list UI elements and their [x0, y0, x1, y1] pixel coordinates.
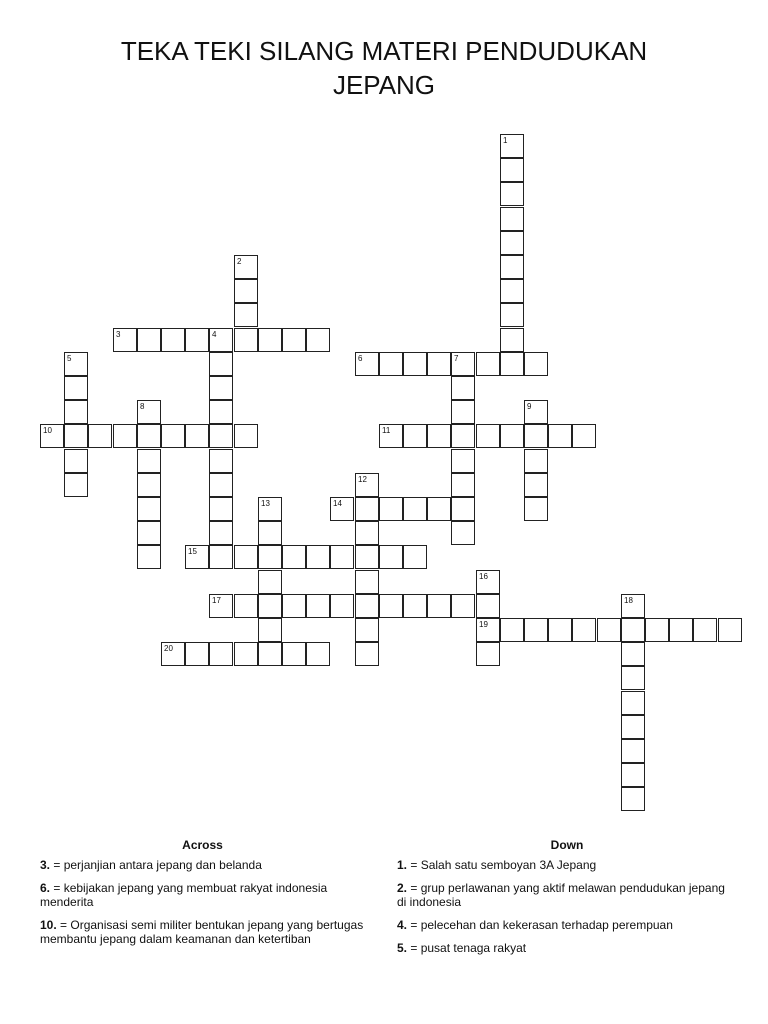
crossword-cell[interactable]	[137, 328, 161, 352]
crossword-cell[interactable]	[500, 303, 524, 327]
crossword-cell[interactable]	[258, 328, 282, 352]
crossword-cell[interactable]	[403, 424, 427, 448]
crossword-cell[interactable]	[451, 376, 475, 400]
crossword-cell[interactable]	[234, 328, 258, 352]
crossword-cell[interactable]	[524, 352, 548, 376]
crossword-cell[interactable]	[330, 497, 354, 521]
crossword-cell[interactable]	[355, 545, 379, 569]
crossword-cell[interactable]	[476, 642, 500, 666]
cell-number: 2	[237, 257, 242, 266]
clue-across-10	[40, 918, 365, 946]
crossword-cell[interactable]	[137, 424, 161, 448]
crossword-cell[interactable]	[669, 618, 693, 642]
crossword-cell[interactable]	[451, 400, 475, 424]
across-clues	[40, 838, 365, 955]
crossword-cell[interactable]	[355, 594, 379, 618]
crossword-cell[interactable]	[355, 570, 379, 594]
crossword-cell[interactable]	[500, 618, 524, 642]
crossword-cell[interactable]	[185, 328, 209, 352]
clue-across-6	[40, 881, 365, 909]
crossword-cell[interactable]	[234, 424, 258, 448]
cell-number: 12	[358, 475, 367, 484]
crossword-cell[interactable]	[524, 618, 548, 642]
crossword-cell[interactable]	[64, 473, 88, 497]
clue-text: = pelecehan dan kekerasan terhadap perempuan	[410, 918, 673, 932]
crossword-cell[interactable]	[282, 328, 306, 352]
crossword-cell[interactable]	[379, 497, 403, 521]
crossword-cell[interactable]	[234, 255, 258, 279]
crossword-cell[interactable]	[258, 642, 282, 666]
puzzle-title-line1: TEKA TEKI SILANG MATERI PENDUDUKAN	[120, 36, 648, 66]
puzzle-title-line2: JEPANG	[332, 70, 436, 100]
crossword-cell[interactable]	[209, 497, 233, 521]
crossword-cell[interactable]	[137, 449, 161, 473]
clue-text: = pusat tenaga rakyat	[410, 941, 527, 955]
crossword-cell[interactable]	[234, 594, 258, 618]
crossword-cell[interactable]	[282, 642, 306, 666]
clue-text: = perjanjian antara jepang dan belanda	[53, 858, 262, 872]
crossword-cell[interactable]	[64, 376, 88, 400]
crossword-cell[interactable]	[621, 666, 645, 690]
crossword-cell[interactable]	[427, 497, 451, 521]
crossword-cell[interactable]	[209, 376, 233, 400]
crossword-cell[interactable]	[113, 328, 137, 352]
crossword-cell[interactable]	[500, 352, 524, 376]
crossword-cell[interactable]	[718, 618, 742, 642]
cell-number: 19	[479, 620, 488, 629]
clue-text: = kebijakan jepang yang membuat rakyat indonesia menderita	[40, 881, 328, 909]
crossword-cell[interactable]	[282, 545, 306, 569]
crossword-cell[interactable]	[476, 424, 500, 448]
cell-number: 17	[212, 596, 221, 605]
crossword-cell[interactable]	[355, 521, 379, 545]
crossword-cell[interactable]	[113, 424, 137, 448]
crossword-cell[interactable]	[234, 303, 258, 327]
crossword-cell[interactable]	[451, 594, 475, 618]
crossword-cell[interactable]	[185, 424, 209, 448]
crossword-cell[interactable]	[403, 545, 427, 569]
crossword-cell[interactable]	[137, 400, 161, 424]
crossword-cell[interactable]	[451, 497, 475, 521]
crossword-cell[interactable]	[403, 594, 427, 618]
clue-number: 2.	[397, 881, 408, 895]
crossword-cell[interactable]	[355, 642, 379, 666]
crossword-cell[interactable]	[572, 618, 596, 642]
crossword-cell[interactable]	[476, 570, 500, 594]
crossword-cell[interactable]	[209, 521, 233, 545]
cell-number: 15	[188, 547, 197, 556]
cell-number: 18	[624, 596, 633, 605]
crossword-cell[interactable]	[355, 473, 379, 497]
clue-down-1	[397, 858, 737, 872]
crossword-cell[interactable]	[524, 400, 548, 424]
crossword-cell[interactable]	[209, 642, 233, 666]
crossword-cell[interactable]	[621, 618, 645, 642]
cell-number: 3	[116, 330, 121, 339]
clue-down-2	[397, 881, 737, 909]
crossword-cell[interactable]	[137, 497, 161, 521]
down-heading: Down	[550, 838, 584, 852]
cell-number: 8	[140, 402, 145, 411]
crossword-cell[interactable]	[306, 594, 330, 618]
crossword-cell[interactable]	[64, 449, 88, 473]
cell-number: 14	[333, 499, 342, 508]
crossword-cell[interactable]	[137, 545, 161, 569]
clue-text: = Salah satu semboyan 3A Jepang	[410, 858, 597, 872]
crossword-cell[interactable]	[379, 424, 403, 448]
clue-number: 5.	[397, 941, 408, 955]
crossword-cell[interactable]	[258, 545, 282, 569]
clue-text: = Organisasi semi militer bentukan jepang yang bertugas membantu jepang dalam keamanan dan ketertiban	[40, 918, 364, 946]
crossword-cell[interactable]	[355, 497, 379, 521]
crossword-cell[interactable]	[500, 231, 524, 255]
crossword-cell[interactable]	[500, 182, 524, 206]
crossword-cell[interactable]	[64, 400, 88, 424]
crossword-cell[interactable]	[500, 279, 524, 303]
down-clues	[397, 838, 737, 964]
clue-number: 6.	[40, 881, 51, 895]
crossword-cell[interactable]	[451, 521, 475, 545]
crossword-cell[interactable]	[258, 618, 282, 642]
clue-text: = grup perlawanan yang aktif melawan pendudukan jepang di indonesia	[397, 881, 725, 909]
crossword-cell[interactable]	[524, 497, 548, 521]
cell-number: 9	[527, 402, 532, 411]
crossword-cell[interactable]	[355, 618, 379, 642]
crossword-cell[interactable]	[597, 618, 621, 642]
crossword-cell[interactable]	[185, 642, 209, 666]
crossword-cell[interactable]	[137, 521, 161, 545]
crossword-cell[interactable]	[693, 618, 717, 642]
cell-number: 20	[164, 644, 173, 653]
crossword-cell[interactable]	[476, 352, 500, 376]
crossword-cell[interactable]	[234, 642, 258, 666]
crossword-cell[interactable]	[621, 691, 645, 715]
crossword-cell[interactable]	[548, 618, 572, 642]
crossword-cell[interactable]	[306, 328, 330, 352]
crossword-cell[interactable]	[500, 158, 524, 182]
crossword-cell[interactable]	[161, 328, 185, 352]
crossword-cell[interactable]	[209, 328, 233, 352]
crossword-cell[interactable]	[476, 594, 500, 618]
crossword-cell[interactable]	[621, 594, 645, 618]
clue-down-5	[397, 941, 737, 955]
crossword-cell[interactable]	[621, 763, 645, 787]
cell-number: 16	[479, 572, 488, 581]
crossword-cell[interactable]	[161, 424, 185, 448]
crossword-cell[interactable]	[621, 715, 645, 739]
crossword-cell[interactable]	[427, 424, 451, 448]
clue-across-3	[40, 858, 365, 872]
clue-number: 10.	[40, 918, 57, 932]
cell-number: 13	[261, 499, 270, 508]
crossword-cell[interactable]	[451, 424, 475, 448]
crossword-cell[interactable]	[621, 739, 645, 763]
cell-number: 6	[358, 354, 363, 363]
crossword-cell[interactable]	[621, 787, 645, 811]
crossword-cell[interactable]	[500, 134, 524, 158]
crossword-cell[interactable]	[524, 424, 548, 448]
crossword-cell[interactable]	[209, 473, 233, 497]
crossword-cell[interactable]	[258, 497, 282, 521]
crossword-cell[interactable]	[258, 594, 282, 618]
crossword-cell[interactable]	[209, 449, 233, 473]
crossword-cell[interactable]	[451, 352, 475, 376]
crossword-cell[interactable]	[500, 255, 524, 279]
crossword-cell[interactable]	[209, 545, 233, 569]
crossword-cell[interactable]	[451, 473, 475, 497]
crossword-cell[interactable]	[161, 642, 185, 666]
crossword-cell[interactable]	[645, 618, 669, 642]
crossword-cell[interactable]	[209, 400, 233, 424]
cell-number: 10	[43, 426, 52, 435]
crossword-cell[interactable]	[282, 594, 306, 618]
clue-number: 4.	[397, 918, 408, 932]
cell-number: 11	[382, 426, 391, 435]
crossword-cell[interactable]	[403, 497, 427, 521]
crossword-cell[interactable]	[427, 352, 451, 376]
crossword-cell[interactable]	[330, 594, 354, 618]
cell-number: 1	[503, 136, 508, 145]
crossword-cell[interactable]	[258, 521, 282, 545]
crossword-cell[interactable]	[476, 618, 500, 642]
crossword-cell[interactable]	[64, 352, 88, 376]
crossword-cell[interactable]	[379, 594, 403, 618]
crossword-cell[interactable]	[209, 594, 233, 618]
crossword-cell[interactable]	[403, 352, 427, 376]
clue-number: 3.	[40, 858, 51, 872]
crossword-cell[interactable]	[209, 352, 233, 376]
crossword-cell[interactable]	[234, 545, 258, 569]
crossword-cell[interactable]	[548, 424, 572, 448]
crossword-cell[interactable]	[137, 473, 161, 497]
crossword-cell[interactable]	[500, 328, 524, 352]
crossword-cell[interactable]	[209, 424, 233, 448]
crossword-cell[interactable]	[355, 352, 379, 376]
crossword-cell[interactable]	[524, 449, 548, 473]
clue-down-4	[397, 918, 737, 932]
crossword-cell[interactable]	[500, 424, 524, 448]
across-heading: Across	[182, 838, 223, 852]
crossword-cell[interactable]	[185, 545, 209, 569]
crossword-cell[interactable]	[524, 473, 548, 497]
cell-number: 5	[67, 354, 72, 363]
crossword-cell[interactable]	[500, 207, 524, 231]
crossword-cell[interactable]	[64, 424, 88, 448]
crossword-cell[interactable]	[621, 642, 645, 666]
crossword-cell[interactable]	[88, 424, 112, 448]
crossword-cell[interactable]	[330, 545, 354, 569]
cell-number: 4	[212, 330, 217, 339]
crossword-cell[interactable]	[258, 570, 282, 594]
crossword-cell[interactable]	[572, 424, 596, 448]
clue-number: 1.	[397, 858, 408, 872]
crossword-cell[interactable]	[379, 352, 403, 376]
cell-number: 7	[454, 354, 459, 363]
crossword-cell[interactable]	[306, 642, 330, 666]
crossword-cell[interactable]	[234, 279, 258, 303]
crossword-cell[interactable]	[40, 424, 64, 448]
crossword-cell[interactable]	[379, 545, 403, 569]
crossword-cell[interactable]	[451, 449, 475, 473]
crossword-cell[interactable]	[427, 594, 451, 618]
crossword-cell[interactable]	[306, 545, 330, 569]
